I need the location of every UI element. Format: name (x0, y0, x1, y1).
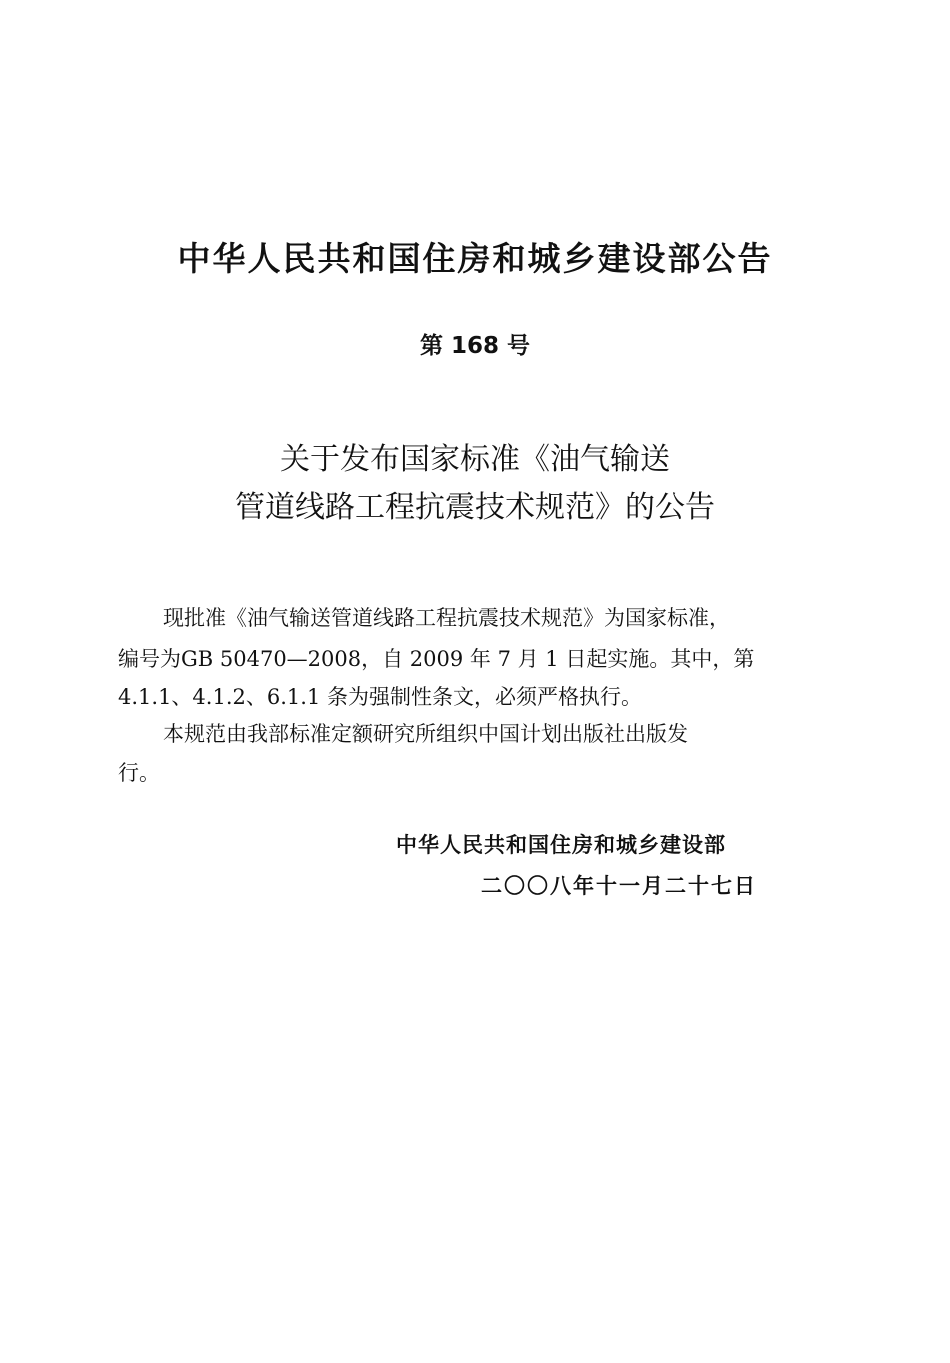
body-paragraph2-line1: 本规范由我部标准定额研究所组织中国计划出版社出版发 (163, 722, 688, 746)
body-paragraph1-line1: 现批准《油气输送管道线路工程抗震技术规范》为国家标准， (163, 606, 730, 630)
body-paragraph1-line3: 4.1.1、4.1.2、6.1.1 条为强制性条文，必须严格执行。 (118, 685, 642, 709)
body-paragraph1-line2: 编号为GB 50470—2008，自 2009 年 7 月 1 日起实施。其中，第 (118, 647, 755, 671)
announcement-number: 第 168 号 (419, 333, 531, 359)
announcement-subtitle-line2: 管道线路工程抗震技术规范》的公告 (235, 490, 715, 525)
body-paragraph2-line2: 行。 (118, 761, 160, 785)
announcement-subtitle-line1: 关于发布国家标准《油气输送 (280, 442, 670, 477)
signature-issuer: 中华人民共和国住房和城乡建设部 (396, 833, 726, 857)
signature-date: 二〇〇八年十一月二十七日 (481, 874, 757, 898)
announcement-title: 中华人民共和国住房和城乡建设部公告 (177, 239, 773, 278)
